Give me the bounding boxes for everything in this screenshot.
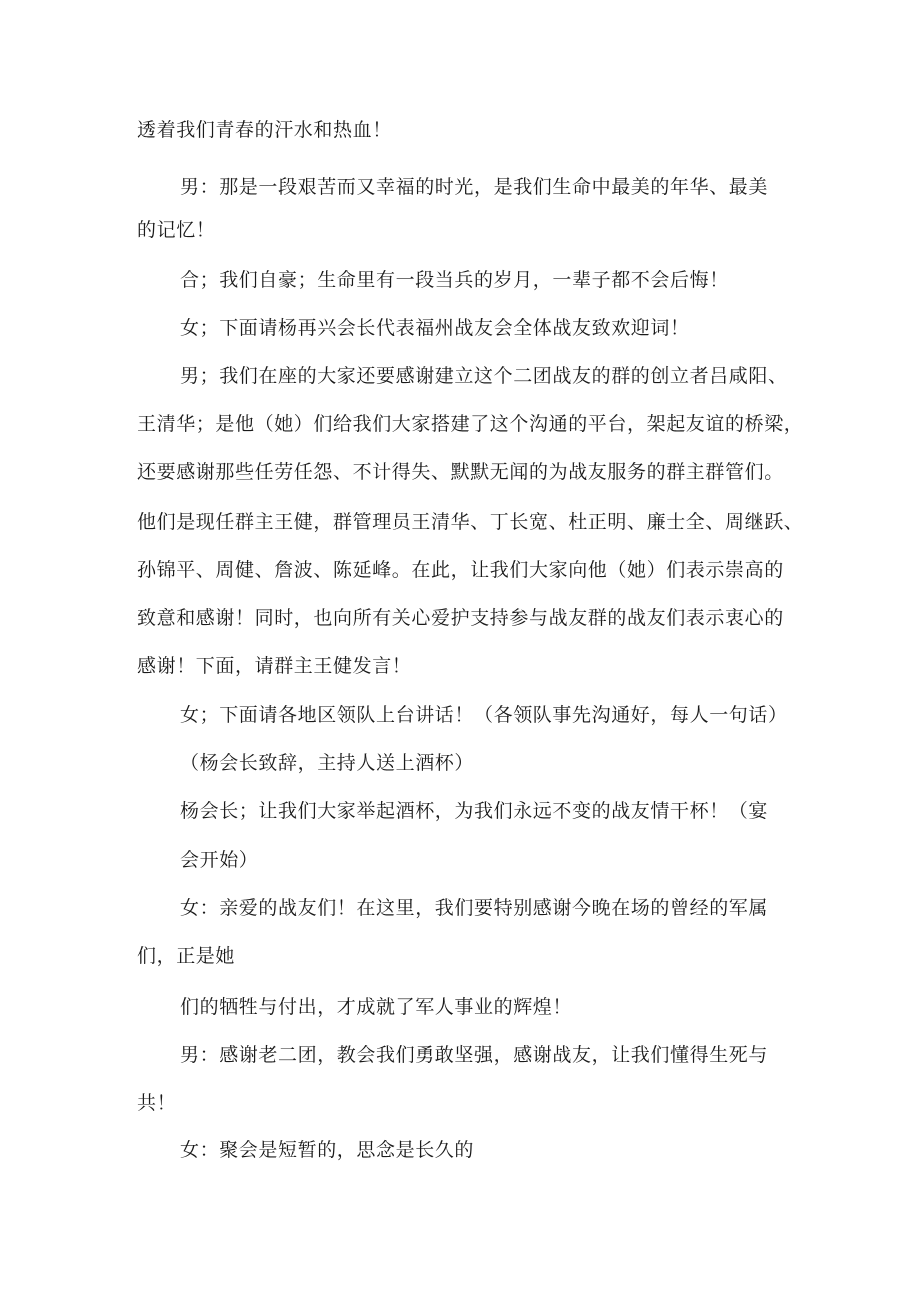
text-line: 男：那是一段艰苦而又幸福的时光，是我们生命中最美的年华、最美 [180, 176, 769, 198]
text-line: 的记忆！ [137, 219, 216, 241]
text-line: 女：聚会是短暂的，思念是长久的 [180, 1139, 475, 1161]
text-line: 感谢！下面，请群主王健发言！ [137, 655, 412, 677]
text-line: 杨会长；让我们大家举起酒杯，为我们永远不变的战友情干杯！（宴 [180, 800, 769, 822]
text-line: 女；下面请各地区领队上台讲话！（各领队事先沟通好，每人一句话） [180, 704, 788, 726]
text-line: 女：亲爱的战友们！在这里，我们要特别感谢今晚在场的曾经的军属 [180, 897, 769, 919]
text-line: 孙锦平、周健、詹波、陈延峰。在此，让我们大家向他（她）们表示崇高的 [137, 559, 784, 581]
text-line: 男；我们在座的大家还要感谢建立这个二团战友的群的创立者吕咸阳、 [180, 365, 788, 387]
text-line: 合；我们自豪；生命里有一段当兵的岁月，一辈子都不会后悔！ [180, 269, 729, 291]
text-line: 致意和感谢！同时，也向所有关心爱护支持参与战友群的战友们表示衷心的 [137, 607, 784, 629]
text-line: 他们是现任群主王健，群管理员王清华、丁长宽、杜正明、廉士全、周继跃、 [137, 511, 804, 533]
text-line: （杨会长致辞，主持人送上酒杯） [180, 752, 475, 774]
text-line: 会开始） [180, 849, 259, 871]
text-line: 透着我们青春的汗水和热血！ [137, 119, 392, 141]
text-line: 们，正是她 [137, 945, 236, 967]
text-line: 共！ [137, 1092, 177, 1114]
text-line: 们的牺牲与付出，才成就了军人事业的辉煌！ [180, 996, 573, 1018]
text-line: 王清华；是他（她）们给我们大家搭建了这个沟通的平台，架起友谊的桥梁， [137, 413, 804, 435]
text-line: 女；下面请杨再兴会长代表福州战友会全体战友致欢迎词！ [180, 317, 690, 339]
text-line: 还要感谢那些任劳任怨、不计得失、默默无闻的为战友服务的群主群管们。 [137, 461, 784, 483]
text-line: 男：感谢老二团，教会我们勇敢坚强，感谢战友，让我们懂得生死与 [180, 1044, 769, 1066]
